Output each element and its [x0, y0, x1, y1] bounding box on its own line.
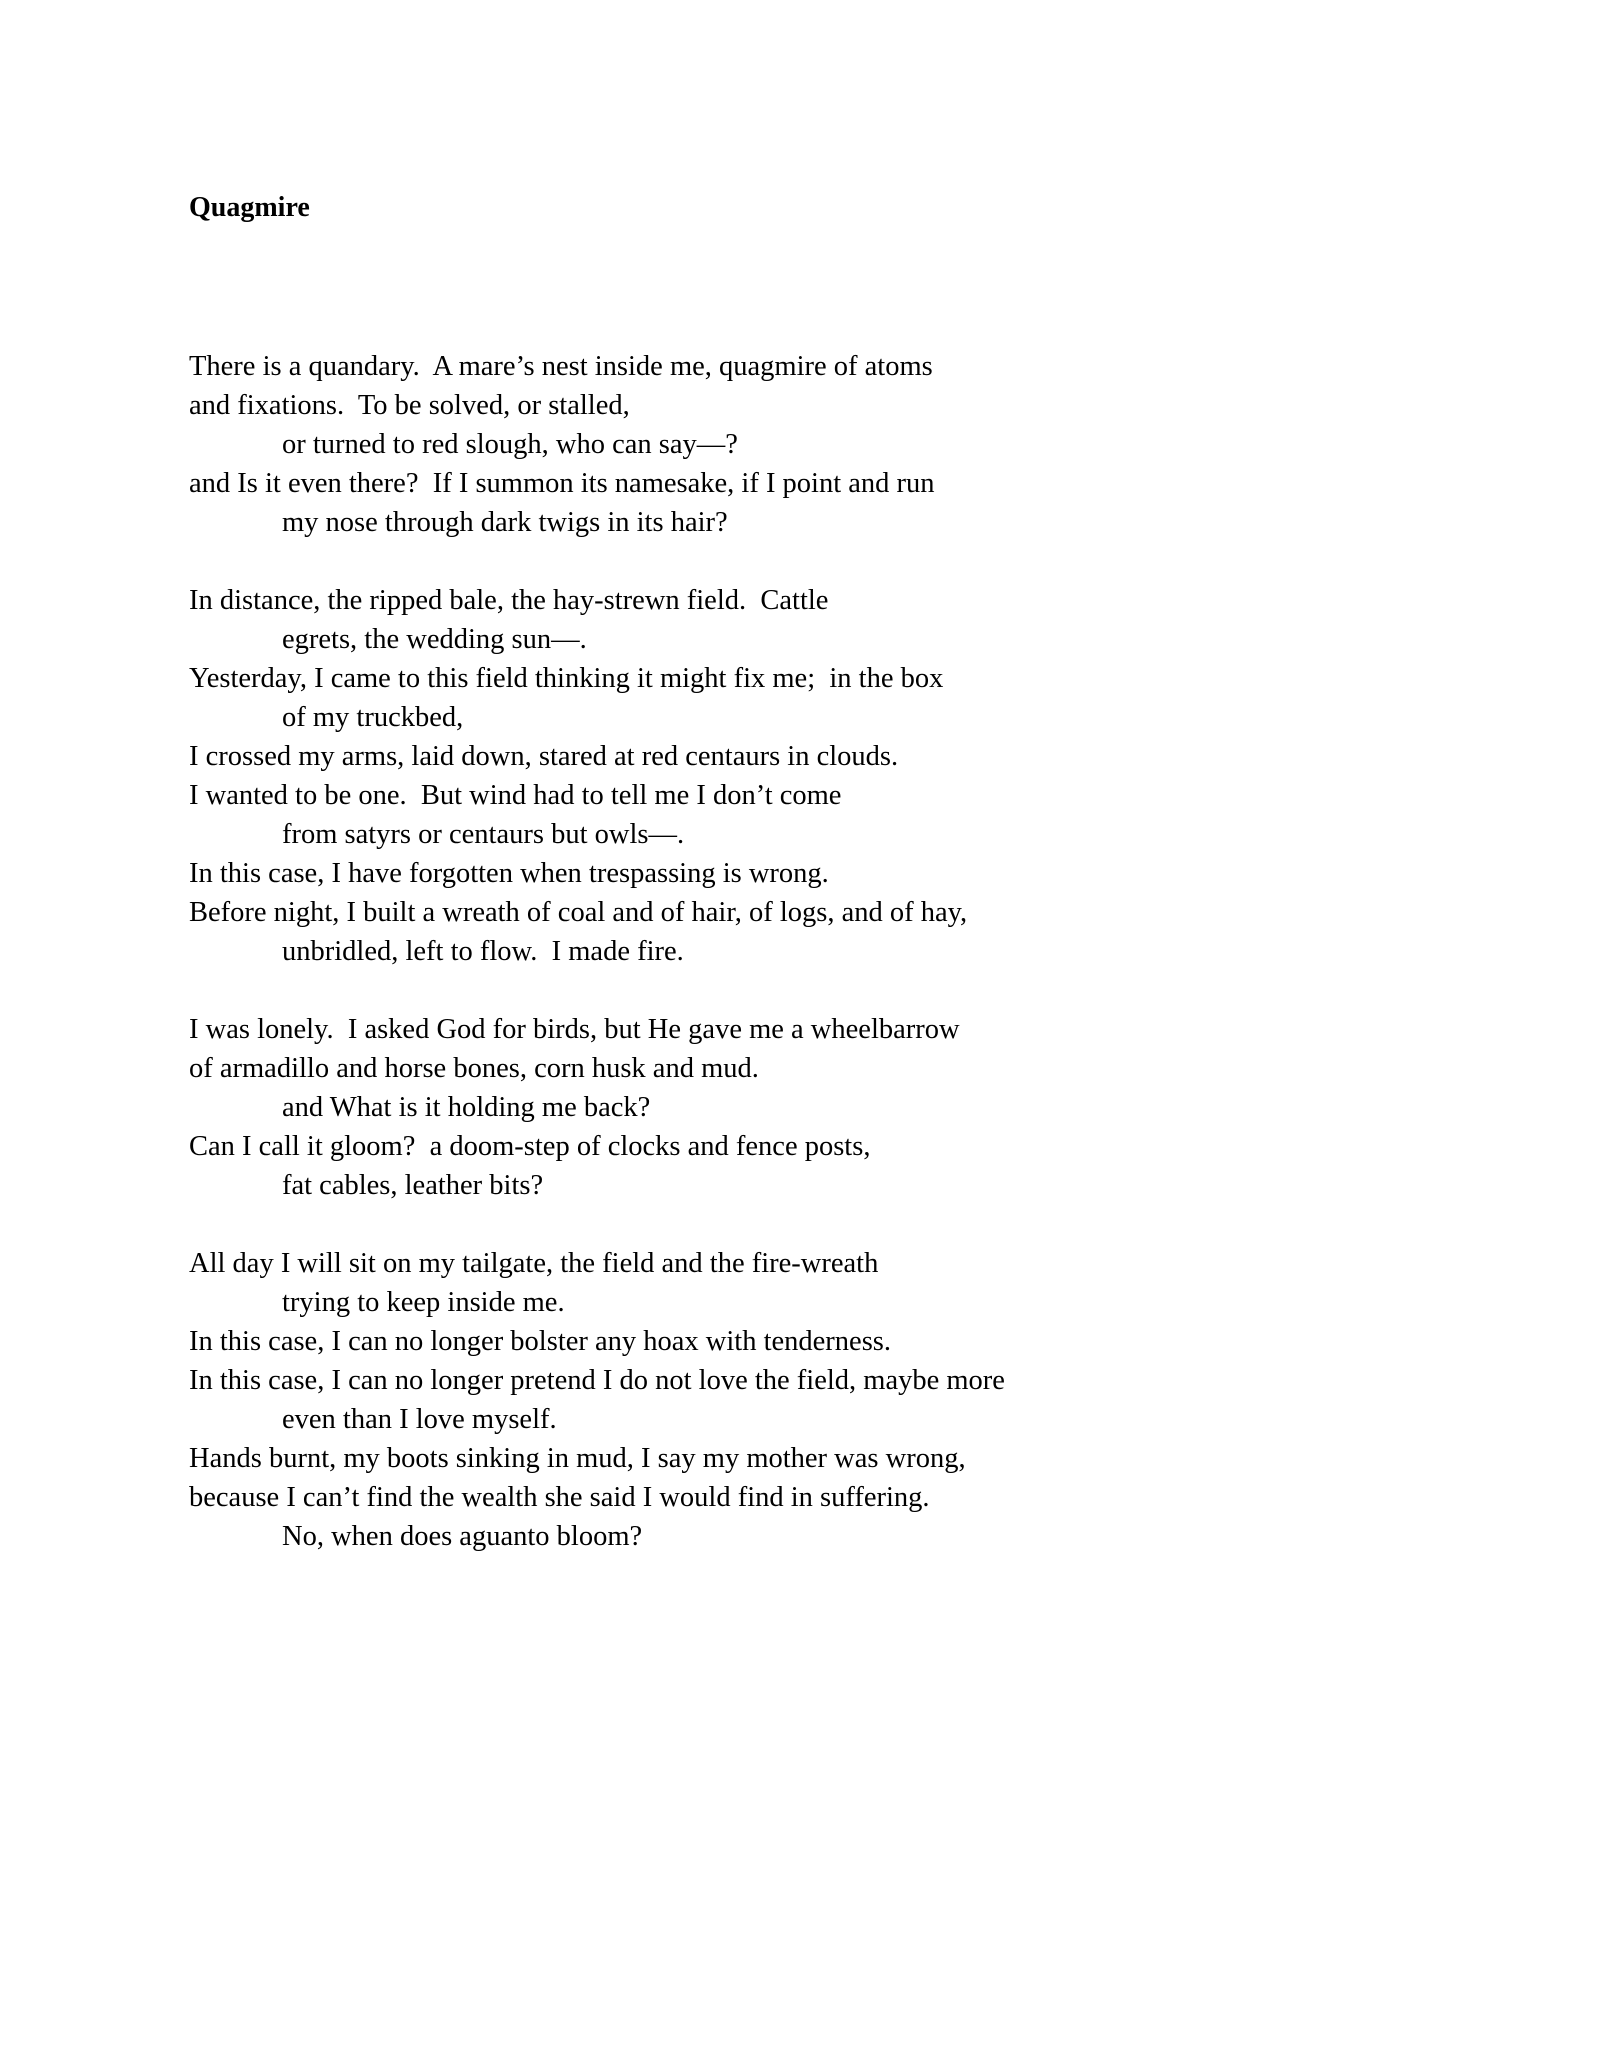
poem-line-indented: my nose through dark twigs in its hair?: [282, 507, 728, 538]
poem-line: In this case, I can no longer bolster any hoax with tenderness.: [189, 1326, 892, 1357]
poem-line: and fixations. To be solved, or stalled,: [189, 390, 630, 421]
poem-line: Hands burnt, my boots sinking in mud, I say my mother was wrong,: [189, 1443, 966, 1474]
stanza: [189, 581, 1489, 971]
poem-line-indented: egrets, the wedding sun—.: [282, 624, 587, 655]
poem-line: because I can’t find the wealth she said I would find in suffering.: [189, 1482, 930, 1513]
stanza: [189, 1244, 1489, 1556]
poem-line: There is a quandary. A mare’s nest inside me, quagmire of atoms: [189, 351, 933, 382]
poem-line-indented: No, when does aguanto bloom?: [282, 1521, 643, 1552]
poem-line-indented: from satyrs or centaurs but owls—.: [282, 819, 685, 850]
poem-line: of armadillo and horse bones, corn husk and mud.: [189, 1053, 759, 1084]
poem-line: and Is it even there? If I summon its namesake, if I point and run: [189, 468, 935, 499]
poem-line: Before night, I built a wreath of coal and of hair, of logs, and of hay,: [189, 897, 968, 928]
stanza: [189, 347, 1489, 542]
poem-line: I was lonely. I asked God for birds, but He gave me a wheelbarrow: [189, 1014, 960, 1045]
poem-line: In this case, I can no longer pretend I do not love the field, maybe more: [189, 1365, 1005, 1396]
poem-line: In this case, I have forgotten when trespassing is wrong.: [189, 858, 829, 889]
poem-title: Quagmire: [189, 192, 310, 223]
stanza: [189, 1010, 1489, 1205]
poem-line: In distance, the ripped bale, the hay-strewn field. Cattle: [189, 585, 829, 616]
poem-line: All day I will sit on my tailgate, the field and the fire-wreath: [189, 1248, 879, 1279]
poem-line-indented: and What is it holding me back?: [282, 1092, 651, 1123]
poem-line-indented: even than I love myself.: [282, 1404, 557, 1435]
poem-line: I crossed my arms, laid down, stared at red centaurs in clouds.: [189, 741, 899, 772]
poem-body: [189, 347, 1489, 1595]
poem-line: Yesterday, I came to this field thinking it might fix me; in the box: [189, 663, 944, 694]
poem-line-indented: or turned to red slough, who can say—?: [282, 429, 738, 460]
poem-line-indented: unbridled, left to flow. I made fire.: [282, 936, 684, 967]
poem-line: I wanted to be one. But wind had to tell me I don’t come: [189, 780, 842, 811]
poem-line-indented: fat cables, leather bits?: [282, 1170, 544, 1201]
poem-line-indented: of my truckbed,: [282, 702, 464, 733]
poem-line: Can I call it gloom? a doom-step of clocks and fence posts,: [189, 1131, 871, 1162]
poem-line-indented: trying to keep inside me.: [282, 1287, 565, 1318]
